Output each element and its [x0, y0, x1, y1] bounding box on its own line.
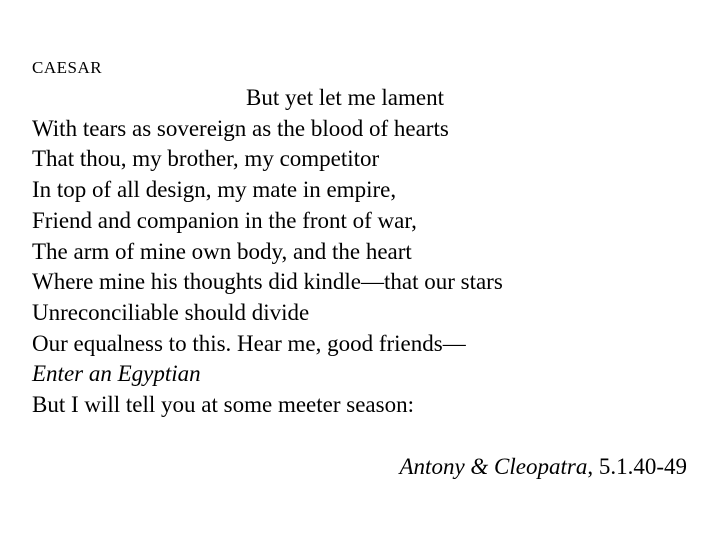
- verse-line-final: But I will tell you at some meeter season:: [32, 392, 414, 418]
- citation-title: Antony & Cleopatra: [399, 454, 588, 479]
- verse-line-9: Our equalness to this. Hear me, good friends—: [32, 330, 466, 356]
- verse-line-1: But yet let me lament: [246, 85, 445, 110]
- verse-line-8: Unreconciliable should divide: [32, 299, 310, 325]
- verse-line-2: With tears as sovereign as the blood of hearts: [32, 115, 449, 141]
- verse-line-5: Friend and companion in the front of war,: [32, 207, 417, 233]
- verse-line-3: That thou, my brother, my competitor: [32, 146, 380, 172]
- verse-block: [32, 83, 712, 421]
- verse-line-6: The arm of mine own body, and the heart: [32, 238, 412, 264]
- verse-line-4: In top of all design, my mate in empire,: [32, 177, 397, 203]
- citation: [0, 452, 687, 482]
- citation-reference: , 5.1.40-49: [587, 454, 687, 479]
- verse-line-7: Where mine his thoughts did kindle—that our stars: [32, 269, 503, 295]
- speaker-name: CAESAR: [32, 58, 103, 77]
- stage-direction: Enter an Egyptian: [32, 361, 201, 387]
